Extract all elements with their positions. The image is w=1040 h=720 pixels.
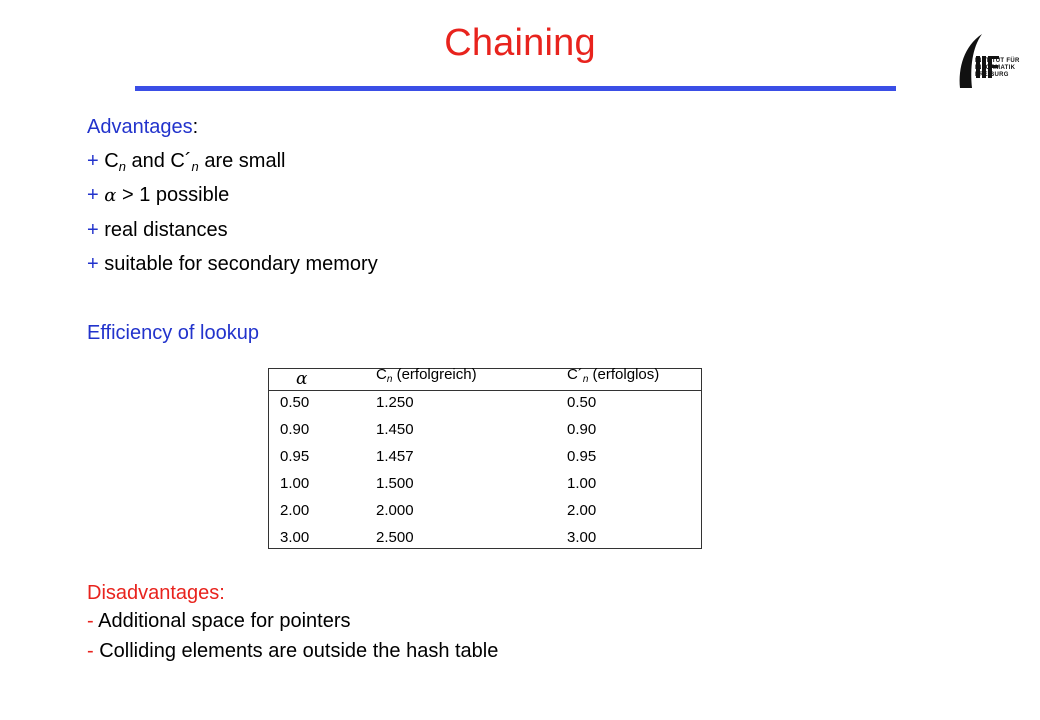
- col-header-successful: [376, 366, 477, 385]
- advantage-item: [87, 150, 285, 174]
- table-cell: 1.457: [376, 448, 414, 465]
- advantages-heading-colon: :: [192, 116, 199, 138]
- table-cell: 0.50: [280, 394, 310, 411]
- table-cell: 1.00: [280, 475, 310, 492]
- disadvantage-text: Additional space for pointers: [93, 610, 351, 632]
- efficiency-heading: Efficiency of lookup: [87, 322, 259, 344]
- alpha-symbol: α: [104, 185, 117, 206]
- advantages-heading-text: Advantages: [87, 116, 193, 138]
- logo-caption: [975, 58, 1020, 79]
- table-cell: 1.00: [567, 475, 597, 492]
- table-cell: 3.00: [280, 529, 310, 546]
- table-header-divider: [269, 390, 701, 391]
- col-header-unsuccessful: [567, 366, 659, 385]
- plus-sign: +: [87, 150, 99, 172]
- logo-line-3: FREIBURG: [975, 72, 1009, 78]
- plus-sign: +: [87, 253, 99, 275]
- table-cell: 2.00: [280, 502, 310, 519]
- logo-line-1: INSTITUT FÜR: [975, 58, 1020, 64]
- title-underline: [135, 86, 896, 91]
- advantage-item: [87, 253, 378, 276]
- advantage-item: [87, 219, 228, 242]
- disadvantage-item: [87, 640, 498, 663]
- table-cell: 2.000: [376, 502, 414, 519]
- table-cell: 2.500: [376, 529, 414, 546]
- table-cell: 1.450: [376, 421, 414, 438]
- logo-line-2: INFORMATIK: [975, 65, 1016, 71]
- advantage-text: > 1 possible: [116, 184, 230, 206]
- table-cell: 2.00: [567, 502, 597, 519]
- disadvantage-item: [87, 610, 351, 633]
- advantages-heading: [87, 116, 198, 139]
- c-prime-symbol: C´: [567, 366, 583, 383]
- subscript-n: n: [386, 374, 393, 385]
- advantage-item: [87, 184, 229, 207]
- table-cell: 0.50: [567, 394, 597, 411]
- disadvantage-text: Colliding elements are outside the hash table: [93, 640, 499, 662]
- table-cell: 1.250: [376, 394, 414, 411]
- advantage-mid-text: and C´: [125, 150, 192, 172]
- lookup-efficiency-table: [268, 368, 702, 549]
- table-cell: 1.500: [376, 475, 414, 492]
- subscript-n: n: [582, 374, 589, 385]
- c-symbol: C: [104, 150, 119, 172]
- disadvantages-heading: Disadvantages:: [87, 582, 225, 604]
- table-cell: 0.95: [567, 448, 597, 465]
- dash-sign: -: [87, 640, 94, 662]
- advantage-text: suitable for secondary memory: [98, 253, 378, 275]
- table-cell: 0.90: [567, 421, 597, 438]
- c-symbol: C: [376, 366, 387, 383]
- col-header-text: (erfolgreich): [392, 366, 477, 383]
- dash-sign: -: [87, 610, 94, 632]
- subscript-n: n: [191, 159, 199, 174]
- slide-title: Chaining: [444, 22, 596, 64]
- advantage-text: are small: [198, 150, 286, 172]
- plus-sign: +: [87, 219, 99, 241]
- subscript-n: n: [118, 159, 126, 174]
- table-cell: 0.90: [280, 421, 310, 438]
- table-cell: 3.00: [567, 529, 597, 546]
- advantage-text: real distances: [98, 219, 228, 241]
- plus-sign: +: [87, 184, 99, 206]
- alpha-header: α: [296, 369, 308, 389]
- col-header-text: (erfolglos): [588, 366, 660, 383]
- table-cell: 0.95: [280, 448, 310, 465]
